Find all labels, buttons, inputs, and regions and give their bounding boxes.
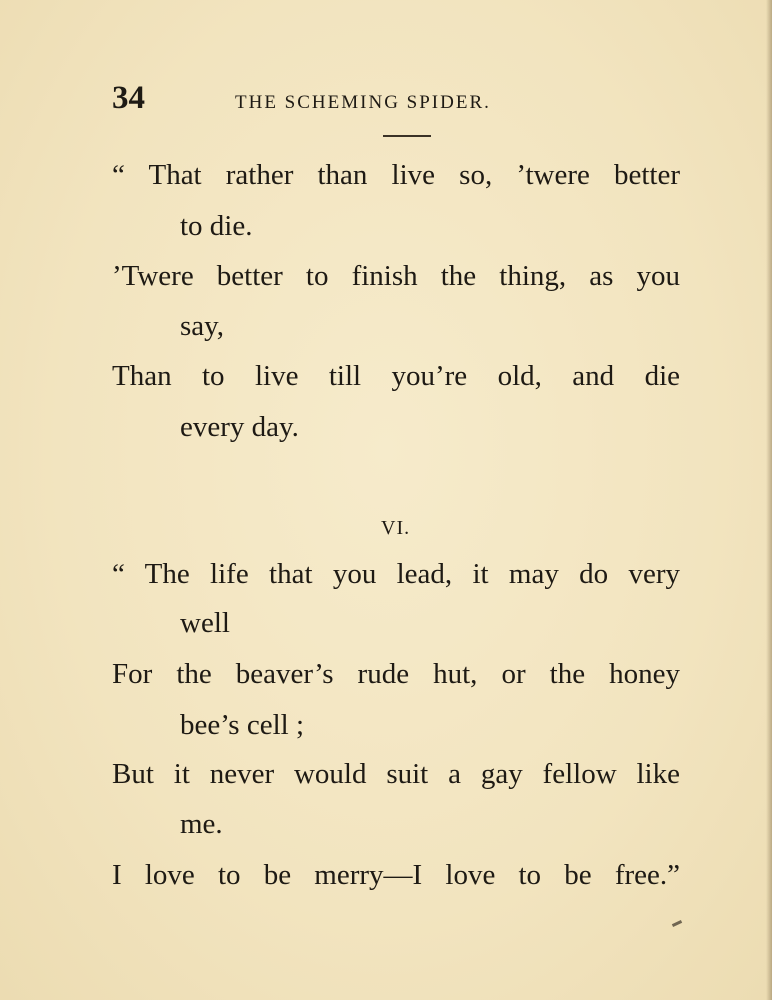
verse-line-indent: well [180,607,230,639]
verse-line: But it never would suit a gay fellow like [112,758,680,790]
verse-line-indent: every day. [180,411,299,443]
ink-mark [672,920,682,927]
stanza-number: VI. [381,517,411,539]
running-title: THE SCHEMING SPIDER. [235,92,491,113]
verse-line: Than to live till you’re old, and die [112,360,680,392]
verse-line: “ The life that you lead, it may do very [112,558,680,590]
page-number: 34 [112,80,145,116]
verse-line: “ That rather than live so, ’twere better [112,159,680,191]
verse-line: For the beaver’s rude hut, or the honey [112,658,680,690]
page-header [112,80,692,124]
verse-line-indent: say, [180,310,225,342]
page-edge-shadow [766,0,772,1000]
header-rule [383,135,431,137]
verse-line-indent: bee’s cell ; [180,709,305,741]
verse-line: ’Twere better to finish the thing, as you [112,260,680,292]
verse-line-indent: to die. [180,210,253,242]
verse-line-indent: me. [180,808,223,840]
verse-line: I love to be merry—I love to be free.” [112,859,680,891]
